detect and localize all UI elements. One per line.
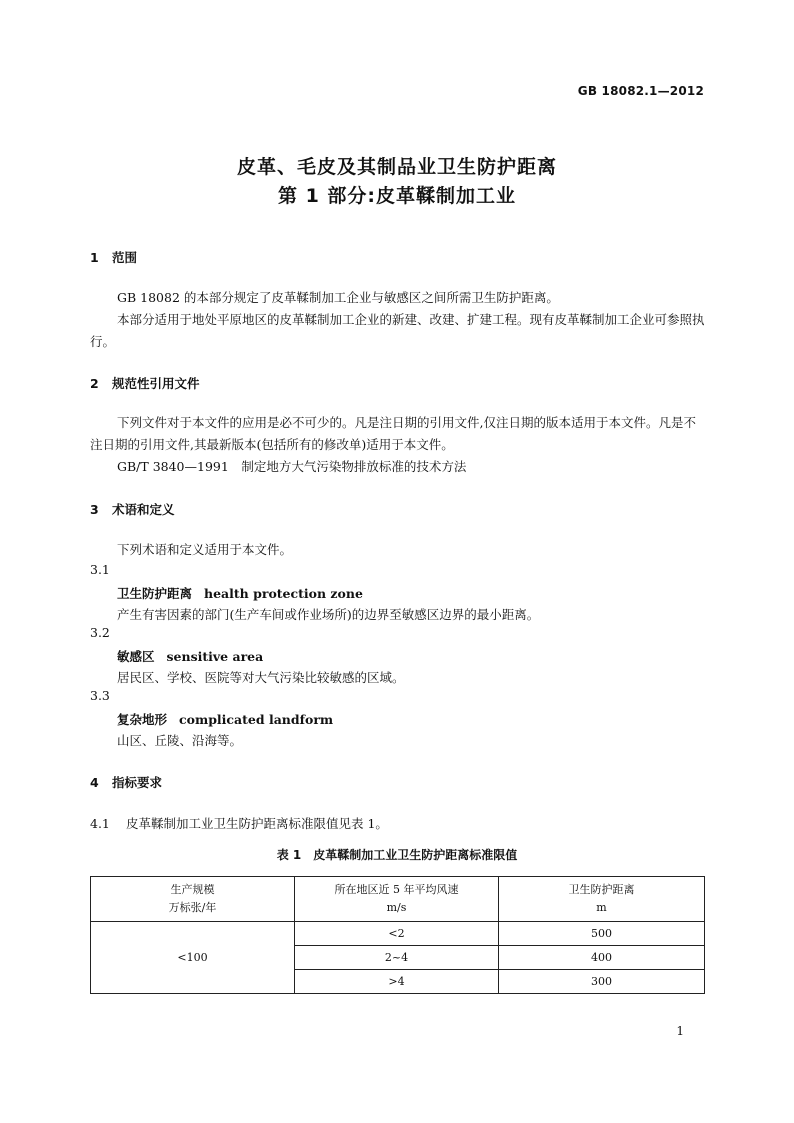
paragraph: 下列文件对于本文件的应用是必不可少的。凡是注日期的引用文件,仅注日期的版本适用于本文件。凡是不注日期的引用文件,其最新版本(包括所有的修改单)适用于本文件。 <box>90 415 696 452</box>
term-definition: 产生有害因素的部门(生产车间或作业场所)的边界至敏感区边界的最小距离。 <box>117 607 540 622</box>
subclause-number: 4.1 <box>90 816 110 831</box>
term-number: 3.1 <box>90 562 110 577</box>
term-en: health protection zone <box>204 586 363 601</box>
term-entry <box>117 647 263 665</box>
distance-cell: 500 <box>499 922 705 946</box>
header-wind-speed: 所在地区近 5 年平均风速 m/s <box>295 877 499 922</box>
section-title: 规范性引用文件 <box>112 376 200 391</box>
header-distance: 卫生防护距离 m <box>499 877 705 922</box>
term-definition: 山区、丘陵、沿海等。 <box>117 733 243 748</box>
section-number: 4 <box>90 775 99 790</box>
wind-cell: <2 <box>295 922 499 946</box>
term-zh: 敏感区 <box>117 649 155 664</box>
header-scale: 生产规模 万标张/年 <box>91 877 295 922</box>
table-header-row <box>91 877 705 922</box>
table-caption: 表 1 皮革鞣制加工业卫生防护距离标准限值 <box>276 848 518 862</box>
paragraph: 本部分适用于地处平原地区的皮革鞣制加工企业的新建、改建、扩建工程。现有皮革鞣制加工企业可参照执行。 <box>90 312 705 349</box>
term-entry <box>117 584 363 602</box>
term-entry <box>117 710 333 728</box>
document-subtitle: 第 1 部分:皮革鞣制加工业 <box>277 185 517 207</box>
section-title: 指标要求 <box>112 775 163 790</box>
section-title: 术语和定义 <box>112 502 175 517</box>
term-en: sensitive area <box>166 649 264 664</box>
term-en: complicated landform <box>179 712 334 727</box>
term-zh: 卫生防护距离 <box>117 586 193 601</box>
document-title: 皮革、毛皮及其制品业卫生防护距离 <box>236 156 557 178</box>
section-1-heading <box>90 248 137 266</box>
distance-limit-table <box>90 876 705 994</box>
term-number: 3.3 <box>90 688 110 703</box>
wind-cell: 2~4 <box>295 946 499 970</box>
distance-cell: 300 <box>499 970 705 994</box>
section-number: 1 <box>90 250 99 265</box>
section-number: 3 <box>90 502 99 517</box>
scale-cell: <100 <box>91 922 295 994</box>
paragraph: GB 18082 的本部分规定了皮革鞣制加工企业与敏感区之间所需卫生防护距离。 <box>117 290 559 305</box>
section-3-heading <box>90 500 175 518</box>
table-row <box>91 922 705 946</box>
section-2-heading <box>90 374 200 392</box>
term-zh: 复杂地形 <box>117 712 168 727</box>
section-4-heading <box>90 773 162 791</box>
wind-cell: >4 <box>295 970 499 994</box>
standard-number: GB 18082.1—2012 <box>577 84 704 98</box>
term-definition: 居民区、学校、医院等对大气污染比较敏感的区域。 <box>117 670 405 685</box>
distance-cell: 400 <box>499 946 705 970</box>
subclause-4-1 <box>90 814 388 832</box>
page-number: 1 <box>676 1024 684 1038</box>
normative-reference: GB/T 3840—1991 制定地方大气污染物排放标准的技术方法 <box>117 459 467 474</box>
section-number: 2 <box>90 376 99 391</box>
section-title: 范围 <box>112 250 138 265</box>
paragraph: 下列术语和定义适用于本文件。 <box>117 542 293 557</box>
subclause-text: 皮革鞣制加工业卫生防护距离标准限值见表 1。 <box>126 816 388 831</box>
term-number: 3.2 <box>90 625 110 640</box>
